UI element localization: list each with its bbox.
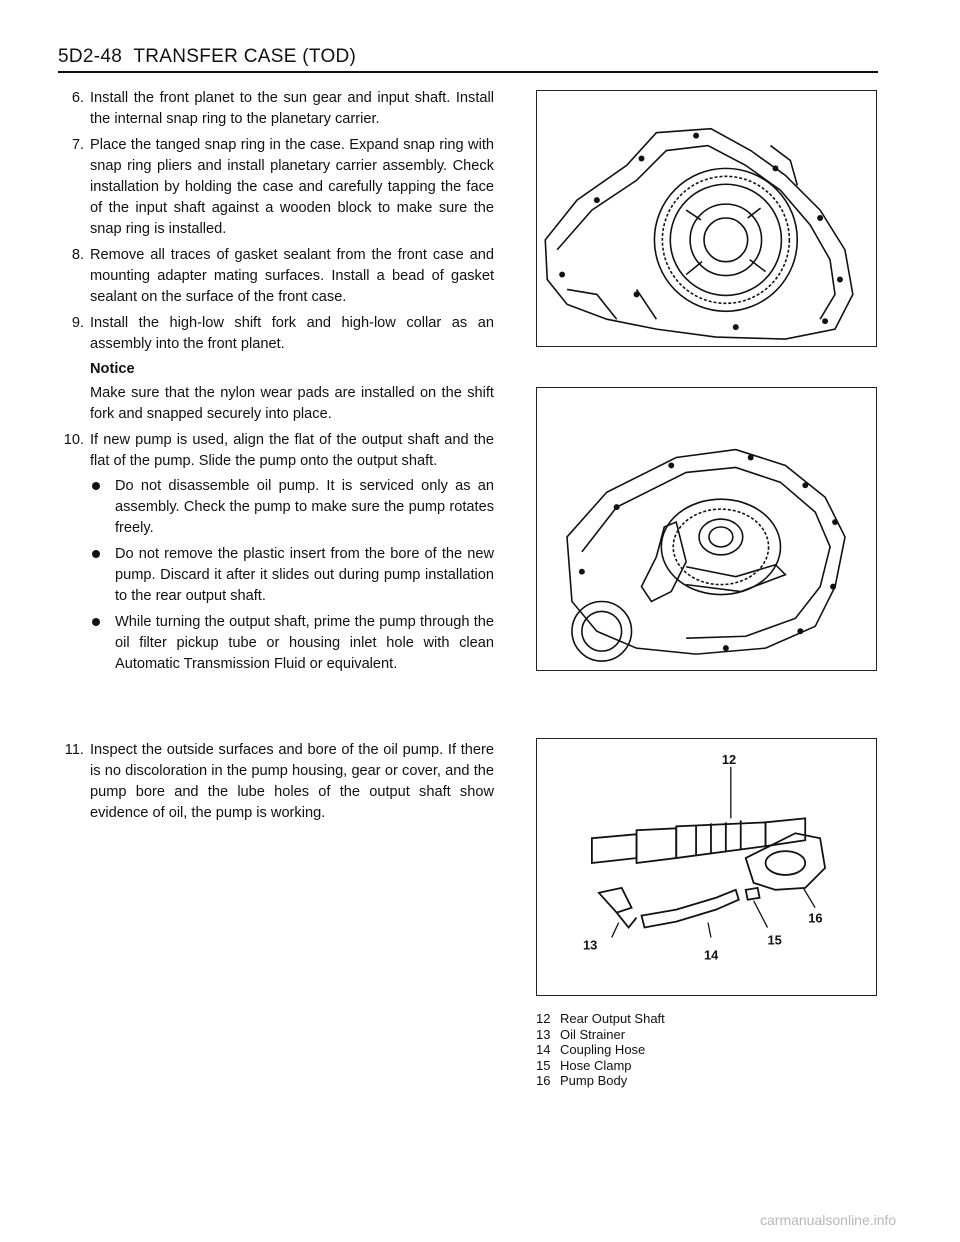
step-10 bbox=[62, 430, 494, 675]
legend-number: 14 bbox=[536, 1042, 551, 1058]
legend-item bbox=[536, 1027, 665, 1043]
notice-text: Make sure that the nylon wear pads are installed on the shift fork and snapped securely into place. bbox=[90, 385, 494, 422]
step-text: Install the high-low shift fork and high-low collar as an assembly into the front planet. bbox=[90, 315, 494, 352]
figure-shift-fork bbox=[536, 387, 877, 671]
legend-label: Rear Output Shaft bbox=[560, 1011, 665, 1026]
bullet-item bbox=[90, 544, 494, 607]
pump-components-drawing bbox=[537, 739, 876, 995]
step-9 bbox=[62, 313, 494, 425]
steps-column bbox=[62, 88, 494, 680]
step-7 bbox=[62, 135, 494, 240]
bullet-text: Do not remove the plastic insert from the bore of the new pump. Discard it after it slides out during pump installation to the rear output shaft. bbox=[115, 546, 494, 604]
legend-number: 16 bbox=[536, 1073, 551, 1089]
step-8 bbox=[62, 245, 494, 308]
legend-item bbox=[536, 1042, 665, 1058]
bullet-item bbox=[90, 612, 494, 675]
step-number: 11. bbox=[64, 742, 84, 758]
step-number: 9. bbox=[71, 315, 84, 331]
step-11 bbox=[62, 740, 494, 824]
step-text: Install the front planet to the sun gear and input shaft. Install the internal snap ring to the planetary carrier. bbox=[90, 90, 494, 127]
figure-pump-components bbox=[536, 738, 877, 996]
legend-label: Hose Clamp bbox=[560, 1057, 632, 1073]
notice-title: Notice bbox=[90, 361, 135, 377]
bullet-text: While turning the output shaft, prime the pump through the oil filter pickup tube or housing inlet hole with clean Automatic Transmission Fluid or equivalent. bbox=[115, 614, 494, 672]
step-11-block bbox=[62, 740, 494, 829]
step-number: 6. bbox=[71, 90, 84, 106]
callout-14: 14 bbox=[704, 947, 719, 963]
page-title: TRANSFER CASE (TOD) bbox=[133, 46, 357, 67]
bullet-item bbox=[90, 476, 494, 539]
step-text: Place the tanged snap ring in the case. Expand snap ring with snap ring pliers and install planetary carrier assembly. Check installation by holding the case and carefully tapping the face of the input shaft against a wooden block to make sure the snap ring is installed. bbox=[90, 137, 494, 237]
legend-number: 15 bbox=[536, 1057, 551, 1073]
legend-number: 12 bbox=[536, 1011, 551, 1026]
watermark: carmanualsonline.info bbox=[760, 1212, 897, 1228]
step-6 bbox=[62, 88, 494, 130]
step-number: 10. bbox=[63, 432, 84, 448]
legend-item bbox=[536, 1073, 665, 1089]
bullet-text: Do not disassemble oil pump. It is serviced only as an assembly. Check the pump to make sure the pump rotates freely. bbox=[115, 478, 494, 536]
step-text: If new pump is used, align the flat of the output shaft and the flat of the pump. Slide the pump onto the output shaft. bbox=[90, 432, 494, 469]
figure-planetary-carrier bbox=[536, 90, 877, 347]
step-number: 7. bbox=[71, 137, 84, 153]
page-header bbox=[58, 46, 362, 68]
callout-16: 16 bbox=[808, 910, 823, 926]
legend-label: Oil Strainer bbox=[560, 1026, 626, 1042]
header-rule bbox=[58, 71, 878, 73]
bullet-dot-icon bbox=[92, 550, 100, 558]
step-text: Remove all traces of gasket sealant from the front case and mounting adapter mating surfaces. Install a bead of gasket sealant on the surface of the front case. bbox=[90, 247, 494, 305]
callout-15: 15 bbox=[767, 932, 782, 948]
case-planetary-drawing bbox=[537, 91, 876, 346]
step-number: 8. bbox=[71, 247, 84, 263]
legend-item bbox=[536, 1011, 665, 1027]
callout-12: 12 bbox=[721, 751, 737, 767]
step-text: Inspect the outside surfaces and bore of the oil pump. If there is no discoloration in the pump housing, gear or cover, and the pump bore and the lube holes of the output shaft show evidence of oil, the pump is working. bbox=[90, 742, 494, 821]
figure-legend bbox=[536, 1011, 665, 1089]
bullet-list bbox=[90, 476, 494, 675]
legend-number: 13 bbox=[536, 1026, 551, 1042]
legend-label: Pump Body bbox=[560, 1073, 628, 1089]
page-code: 5D2-48 bbox=[58, 46, 123, 67]
legend-item bbox=[536, 1058, 665, 1074]
bullet-dot-icon bbox=[92, 618, 100, 626]
bullet-dot-icon bbox=[92, 482, 100, 490]
callout-13: 13 bbox=[582, 937, 598, 953]
case-shift-fork-drawing bbox=[537, 388, 876, 670]
legend-label: Coupling Hose bbox=[560, 1042, 646, 1058]
